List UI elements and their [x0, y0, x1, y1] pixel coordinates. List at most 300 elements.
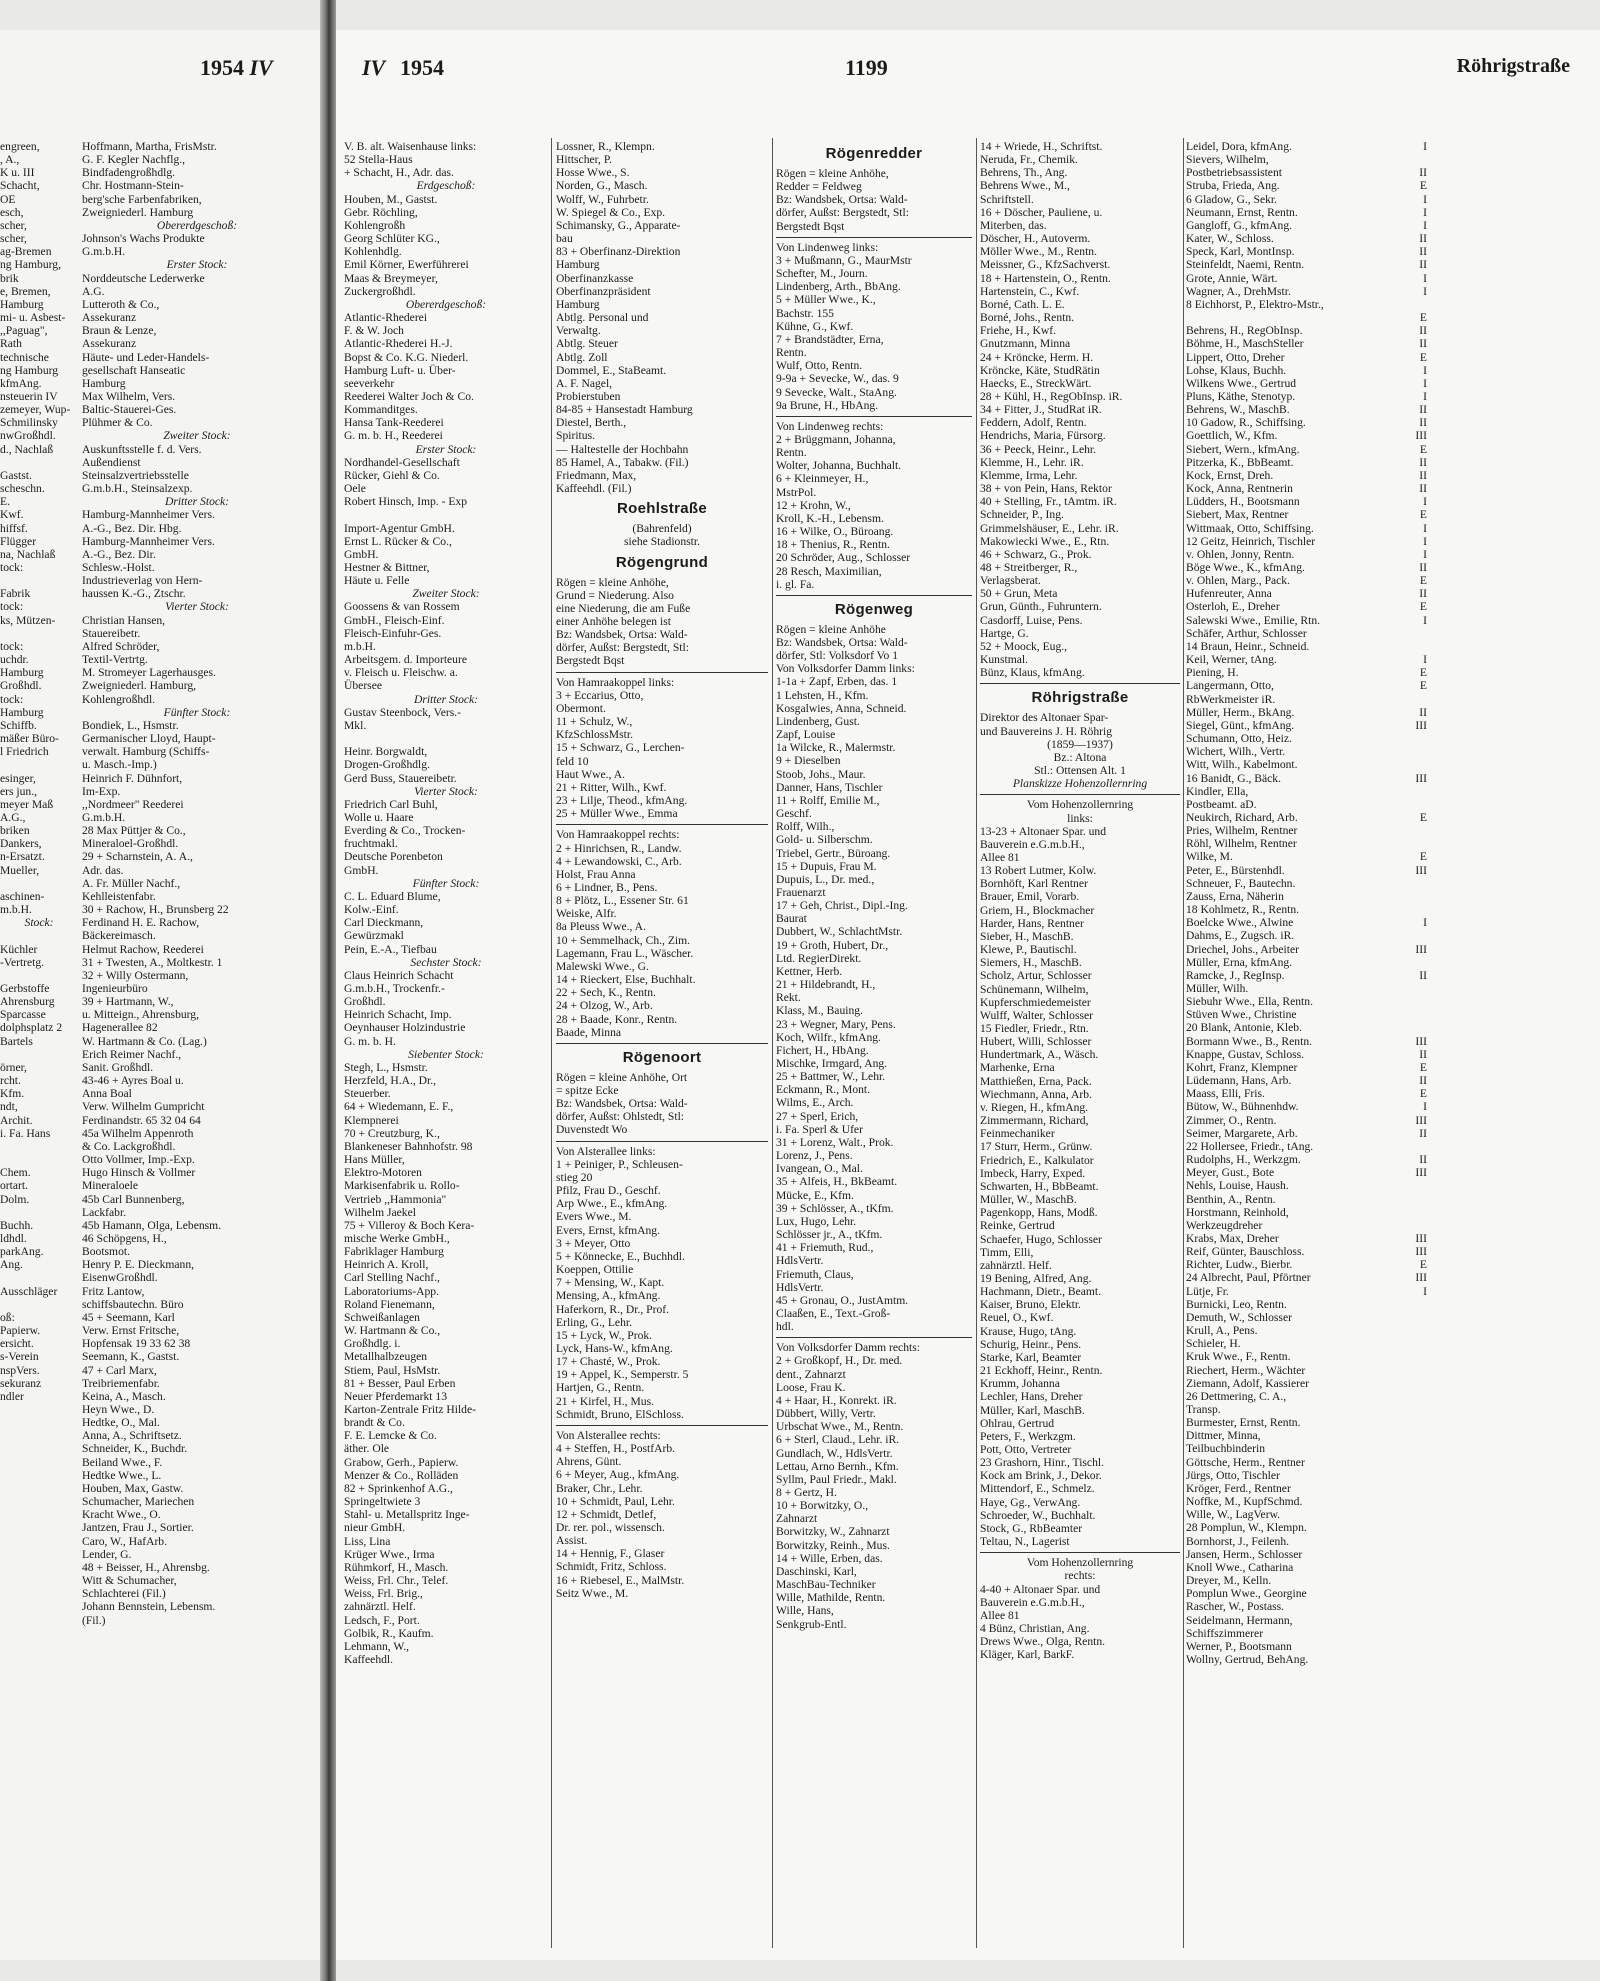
directory-entry: Schacht, [0, 179, 40, 193]
directory-entry: Knappe, Gustav, Schloss. [1186, 1047, 1305, 1061]
directory-entry: Wagner, A., DrehMstr. [1186, 284, 1291, 298]
floor-heading: Obererdgeschoß: [405, 297, 487, 311]
directory-entry: Archit. [0, 1113, 33, 1127]
directory-entry: 18 Kohlmetz, R., Rentn. [1186, 903, 1300, 917]
directory-entry: Bergstedt Bqst [556, 654, 625, 668]
directory-entry: Lüdemann, Hans, Arb. [1186, 1074, 1292, 1088]
directory-entry: Schwarten, H., BbBeamt. [980, 1179, 1099, 1193]
directory-entry: Lossner, R., Klempn. [556, 140, 655, 153]
directory-entry: l Friedrich [0, 745, 49, 759]
directory-entry: 14 + Wille, Erben, das. [776, 1551, 883, 1565]
directory-entry: Houben, M., Gastst. [344, 192, 438, 206]
directory-entry: E [1419, 679, 1427, 693]
directory-entry: Müller, W., MaschB. [980, 1193, 1077, 1207]
directory-entry: III [1415, 1271, 1427, 1285]
directory-entry: Bindfadengroßhdlg. [82, 166, 176, 180]
directory-entry: nsteuerin IV [0, 389, 58, 403]
directory-entry: tock: [0, 600, 24, 614]
street-note: Vom Hohenzollernring [1026, 798, 1134, 812]
directory-entry: Kläger, Karl, BarkF. [980, 1648, 1075, 1662]
directory-entry: Max Wilhelm, Vers. [82, 389, 176, 403]
page-number: 1199 [845, 55, 888, 80]
directory-entry: 21 Eckhoff, Heinr., Rentn. [980, 1364, 1103, 1378]
directory-entry: Kater, W., Schloss. [1186, 232, 1274, 246]
directory-entry: 4 + Lewandowski, C., Arb. [556, 854, 682, 868]
directory-entry [0, 1298, 78, 1311]
directory-entry: Heinrich A. Kroll, [344, 1258, 429, 1272]
directory-entry: W. Hartmann & Co., [344, 1324, 441, 1338]
directory-entry: Bondiek, L., Hsmstr. [82, 718, 179, 732]
floor-marker-column [1397, 140, 1427, 1298]
street-header: Röhrigstraße [1456, 55, 1570, 77]
directory-entry: rcht. [0, 1074, 21, 1088]
directory-entry: Siebert, Max, Rentner [1186, 508, 1289, 522]
directory-entry: esch, [0, 205, 24, 219]
directory-entry: 16 + Riebesel, E., MalMstr. [556, 1573, 685, 1587]
directory-entry: 48 + Beisser, H., Ahrensbg. [82, 1560, 210, 1574]
directory-column-2 [556, 140, 768, 1600]
directory-entry: II [1419, 166, 1427, 180]
directory-entry: Schneider, P., Ing. [980, 508, 1064, 522]
directory-entry: Postbeamt. aD. [1186, 797, 1257, 811]
directory-entry: 23 + Lilje, Theod., kfmAng. [556, 794, 688, 808]
directory-entry: Hedtke, O., Mal. [82, 1416, 160, 1430]
directory-entry: 82 + Sprinkenhof A.G., [344, 1481, 453, 1495]
directory-entry: Schmilinsky [0, 416, 58, 430]
directory-entry: Lutteroth & Co., [82, 297, 160, 311]
directory-entry: 3 + Meyer, Otto [556, 1236, 631, 1250]
directory-entry: Triebel, Gertr., Büroang. [776, 846, 891, 860]
directory-entry: I [1423, 376, 1427, 390]
directory-entry: Fabriklager Hamburg [344, 1245, 444, 1259]
directory-entry: zahnärztl. Helf. [344, 1600, 416, 1614]
directory-entry: scher, [0, 218, 27, 232]
directory-entry: Hendrichs, Maria, Fürsorg. [980, 429, 1106, 443]
directory-entry: Kracht Wwe., O. [82, 1508, 161, 1522]
directory-entry: 10 Gadow, R., Schiffsing. [1186, 416, 1306, 430]
directory-entry: I [1423, 363, 1427, 377]
directory-entry: 11 + Rolff, Emilie M., [776, 793, 880, 807]
directory-entry [1397, 758, 1427, 771]
street-note: Bz.: Altona [1053, 750, 1107, 764]
directory-entry: ldhdl. [0, 1231, 27, 1245]
directory-entry: EisenwGroßhdl. [82, 1271, 158, 1285]
directory-entry: Rögen = kleine Anhöhe, Ort [556, 1070, 688, 1084]
directory-entry: Pitzerka, K., BbBeamt. [1186, 455, 1294, 469]
directory-entry: 83 + Oberfinanz-Direktion [556, 245, 681, 259]
directory-entry: Gebr. Röchling, [344, 205, 418, 219]
directory-entry: Mkl. [344, 718, 367, 732]
directory-entry: Osterloh, E., Dreher [1186, 600, 1280, 614]
directory-entry: 22 Hollersee, Friedr., tAng. [1186, 1139, 1314, 1153]
directory-entry: Bachstr. 155 [776, 306, 834, 320]
directory-entry: Malewski Wwe., G. [556, 959, 649, 973]
directory-entry: I [1423, 1100, 1427, 1114]
floor-heading: Erdgeschoß: [416, 179, 476, 193]
directory-entry: hdl. [776, 1320, 794, 1334]
directory-entry: Gerd Buss, Stauereibetr. [344, 771, 457, 785]
directory-entry: 32 + Willy Ostermann, [82, 968, 189, 982]
directory-entry: briken [0, 824, 30, 838]
directory-entry: Henry P. E. Dieckmann, [82, 1258, 195, 1272]
directory-entry: Treibriemenfabr. [82, 1376, 160, 1390]
directory-entry: Kroll, K.-H., Lebensm. [776, 511, 884, 525]
directory-entry: Schumann, Otto, Heiz. [1186, 732, 1292, 746]
directory-entry: Wille, Mathilde, Rentn. [776, 1591, 886, 1605]
directory-entry [1397, 837, 1427, 850]
directory-entry: Lender, G. [82, 1547, 132, 1561]
directory-entry: Wolff, W., Fuhrbetr. [556, 192, 649, 206]
left-page-column-2 [82, 140, 312, 1627]
directory-entry: 21 + Hildebrandt, H., [776, 978, 876, 992]
directory-entry: 39 + Schlösser, A., tKfm. [776, 1201, 894, 1215]
floor-heading: Vierter Stock: [165, 600, 229, 614]
street-note: Vom Hohenzollernring [1026, 1556, 1134, 1570]
directory-entry: nieur GmbH. [344, 1521, 406, 1535]
directory-entry [0, 1153, 78, 1166]
directory-entry: Menzer & Co., Rolläden [344, 1468, 459, 1482]
directory-entry: Senkgrub-Entl. [776, 1617, 847, 1631]
directory-entry: Hoffmann, Martha, FrisMstr. [82, 140, 217, 153]
directory-entry: 1 Lehsten, H., Kfm. [776, 688, 869, 702]
directory-entry: 43-46 + Ayres Boal u. [82, 1074, 184, 1088]
directory-entry: 10 + Borwitzky, O., [776, 1499, 869, 1513]
directory-entry: Von Volksdorfer Damm rechts: [776, 1341, 920, 1355]
directory-entry: E [1419, 508, 1427, 522]
directory-entry: Friemuth, Claus, [776, 1267, 854, 1281]
directory-entry: Alfred Schröder, [82, 639, 160, 653]
directory-entry: 41 + Friemuth, Rud., [776, 1241, 874, 1255]
directory-entry: Hamburg [556, 297, 600, 311]
directory-entry: Schäfer, Arthur, Schlosser [1186, 626, 1307, 640]
directory-entry: Reuel, O., Kwf. [980, 1311, 1054, 1325]
directory-entry: III [1415, 1113, 1427, 1127]
directory-entry: Daschinski, Karl, [776, 1564, 857, 1578]
section-rule [776, 237, 972, 238]
directory-entry: Von Hamraakoppel rechts: [556, 828, 680, 842]
directory-entry: 20 Blank, Antonie, Kleb. [1186, 1021, 1302, 1035]
directory-entry: III [1415, 429, 1427, 443]
directory-entry: aschinen- [0, 889, 45, 903]
column-divider [976, 138, 977, 1948]
directory-entry: m.b.H. [0, 903, 32, 917]
directory-entry: Knoll Wwe., Catharina [1186, 1560, 1294, 1574]
directory-entry: Schefter, M., Journ. [776, 267, 868, 281]
street-heading: Röhrigstraße [1031, 689, 1129, 707]
directory-entry [0, 929, 78, 942]
section-rule [776, 416, 972, 417]
directory-entry: G.m.b.H., Steinsalzexp. [82, 482, 193, 496]
directory-entry: Arbeitsgem. d. Importeure [344, 653, 467, 667]
directory-entry: I [1423, 271, 1427, 285]
directory-entry: Hittscher, P. [556, 153, 612, 167]
directory-entry: III [1415, 1231, 1427, 1245]
directory-entry: Schweißanlagen [344, 1310, 420, 1324]
directory-entry: E [1419, 574, 1427, 588]
directory-entry: — Haltestelle der Hochbahn [556, 442, 689, 456]
floor-heading: Obererdgeschoß: [156, 218, 238, 232]
directory-entry: Sieber, H., MaschB. [980, 929, 1074, 943]
directory-entry: Jürgs, Otto, Tischler [1186, 1468, 1280, 1482]
directory-entry: berg'sche Farbenfabriken, [82, 192, 202, 206]
directory-entry: Schünemann, Wilhelm, [980, 982, 1089, 996]
directory-entry: Seemann, K., Gastst. [82, 1350, 180, 1364]
directory-entry: Bergstedt Bqst [776, 219, 845, 233]
directory-entry: tock: [0, 639, 24, 653]
directory-entry: II [1419, 1153, 1427, 1167]
directory-entry: Wichert, Wilh., Vertr. [1186, 745, 1286, 759]
directory-entry: 4 + Steffen, H., PostfArb. [556, 1442, 676, 1456]
directory-entry: Schlesw.-Holst. [82, 561, 155, 574]
directory-entry: Rentn. [776, 346, 807, 360]
directory-entry: 6 + Kleinmeyer, H., [776, 472, 869, 486]
directory-entry: III [1415, 1034, 1427, 1048]
directory-entry: Abtlg. Steuer [556, 337, 618, 351]
directory-entry: 24 Albrecht, Paul, Pförtner [1186, 1271, 1311, 1285]
directory-entry: Industrieverlag von Hern- [82, 574, 203, 588]
directory-entry: Timm, Elli, [980, 1245, 1034, 1259]
directory-entry: Maas & Breymeyer, [344, 271, 438, 285]
directory-entry: 12 + Krohn, W., [776, 498, 851, 512]
directory-entry: Reederei Walter Joch & Co. [344, 389, 474, 403]
directory-entry: ortart. [0, 1179, 29, 1193]
directory-entry: -Vertretg. [0, 955, 45, 969]
directory-entry: 14 + Rieckert, Else, Buchhalt. [556, 973, 696, 987]
directory-entry: Urbschat Wwe., M., Rentn. [776, 1420, 904, 1434]
directory-entry: Ang. [0, 1258, 23, 1272]
directory-entry: 28 + Baade, Konr., Rentn. [556, 1012, 678, 1026]
directory-entry: Seitz Wwe., M. [556, 1586, 629, 1600]
directory-entry: Weiss, Frl. Brig., [344, 1587, 423, 1601]
directory-entry: Witt, Wilh., Kabelmont. [1186, 758, 1298, 772]
directory-entry: Springeltwiete 3 [344, 1495, 421, 1509]
directory-entry: Buchh. [0, 1218, 34, 1232]
directory-entry: scheschn. [0, 482, 45, 496]
directory-entry: Dreyer, M., Kelln. [1186, 1574, 1272, 1588]
directory-entry: Zuckergroßhdl. [344, 284, 416, 298]
directory-entry: 5 + Müller Wwe., K., [776, 293, 876, 307]
directory-entry: Wiechmann, Anna, Arb. [980, 1087, 1092, 1101]
directory-entry: d., Nachlaß [0, 442, 54, 456]
directory-entry: Oberfinanzpräsident [556, 284, 651, 298]
directory-entry: II [1419, 1126, 1427, 1140]
directory-entry: ag-Bremen [0, 245, 52, 259]
directory-entry: Rentn. [776, 446, 807, 460]
directory-entry: Böhme, H., MaschSteller [1186, 337, 1304, 351]
directory-entry: Wollny, Gertrud, BehAng. [1186, 1652, 1309, 1666]
directory-entry: v. Fleisch u. Fleischw. a. [344, 666, 458, 680]
directory-entry: Stock, G., RbBeamter [980, 1521, 1083, 1535]
directory-entry: i. gl. Fa. [776, 577, 815, 591]
directory-entry: 1-1a + Zapf, Erben, das. 1 [776, 675, 898, 689]
directory-entry: Leidel, Dora, kfmAng. [1186, 140, 1292, 153]
directory-entry: Chr. Hostmann-Stein- [82, 179, 184, 193]
directory-entry: Bootsmot. [82, 1245, 130, 1259]
directory-entry [1397, 1179, 1427, 1192]
directory-entry: F. E. Lemcke & Co. [344, 1429, 437, 1443]
directory-entry: G.m.b.H., Trockenfr.- [344, 982, 445, 995]
directory-entry: äther. Ole [344, 1442, 390, 1456]
directory-entry: A. Fr. Müller Nachf., [82, 876, 181, 890]
directory-entry: Schiffb. [0, 718, 37, 732]
directory-entry: Frauenarzt [776, 885, 826, 899]
directory-entry: Jansen, Herm., Schlosser [1186, 1547, 1303, 1561]
directory-entry: Rudolphs, H., Werkzgm. [1186, 1153, 1301, 1167]
directory-entry: 4 Bünz, Christian, Ang. [980, 1622, 1090, 1636]
directory-entry: u. Mitteign., Ahrensburg, [82, 1008, 200, 1022]
directory-entry: I [1423, 613, 1427, 627]
directory-entry: Golbik, R., Kaufm. [344, 1626, 434, 1640]
directory-entry: Stauereibetr. [82, 626, 141, 640]
directory-entry: Verw. Ernst Fritsche, [82, 1324, 180, 1338]
directory-entry: Rath [0, 337, 22, 351]
directory-entry: Kettner, Herb. [776, 964, 843, 978]
directory-entry: 13-23 + Altonaer Spar. und [980, 824, 1107, 838]
directory-entry: Ltd. RegierDirekt. [776, 951, 862, 965]
directory-entry: Hamburg-Mannheimer Vers. [82, 534, 215, 548]
directory-entry: & Co. Lackgroßhdl. [82, 1139, 176, 1153]
directory-entry: Schroeder, W., Buchhalt. [980, 1508, 1096, 1522]
floor-heading: Sechster Stock: [410, 955, 482, 969]
directory-entry: 6 Gladow, G., Sekr. [1186, 192, 1278, 206]
directory-entry: 16 + Döscher, Pauliene, u. [980, 205, 1103, 219]
directory-entry: Dolm. [0, 1192, 30, 1206]
directory-entry: und Bauvereins J. H. Röhrig [980, 724, 1113, 738]
directory-entry: 6 + Sterl, Claud., Lehr. iR. [776, 1433, 900, 1447]
directory-entry: Siemers, H., MaschB. [980, 956, 1082, 970]
directory-entry [1397, 745, 1427, 758]
directory-entry: Baade, Minna [556, 1025, 622, 1039]
directory-entry: i. Fa. Hans [0, 1126, 51, 1140]
directory-entry: tock: [0, 692, 24, 706]
directory-entry: Gastst. [0, 468, 32, 482]
section-rule [980, 1552, 1180, 1553]
directory-entry: 26 Dettmering, C. A., [1186, 1389, 1287, 1403]
column-divider [551, 138, 552, 1948]
directory-entry: Nordhandel-Gesellschaft [344, 455, 460, 469]
directory-entry: A.G., [0, 810, 26, 824]
directory-entry [1397, 153, 1427, 166]
directory-entry: Carl Dieckmann, [344, 916, 424, 930]
directory-entry: Krause, Hugo, tAng. [980, 1324, 1077, 1338]
directory-entry: Transp. [1186, 1403, 1221, 1416]
directory-entry: Textil-Vertrtg. [82, 653, 148, 667]
directory-entry: I [1423, 495, 1427, 509]
directory-entry: Schaefer, Hugo, Schlosser [980, 1232, 1102, 1246]
directory-entry: G. m. b. H. [344, 1034, 396, 1048]
directory-entry: Norden, G., Masch. [556, 179, 648, 193]
directory-entry: Salewski Wwe., Emilie, Rtn. [1186, 613, 1321, 627]
directory-entry: Ahrens, Günt. [556, 1455, 622, 1469]
directory-entry: Bz: Wandsbek, Ortsa: Wald- [776, 193, 908, 207]
directory-entry: Riechert, Herm., Wächter [1186, 1363, 1306, 1377]
directory-entry: Kohlenhdlg. [344, 245, 402, 259]
directory-entry: Kock, Ernst, Dreh. [1186, 468, 1274, 482]
directory-entry: Klemme, Irma, Lehr. [980, 468, 1078, 482]
directory-entry: Heinrich F. Dühnfort, [82, 771, 183, 785]
directory-entry: 52 + Moock, Eug., [980, 639, 1068, 653]
directory-entry: Syllm, Paul Friedr., Makl. [776, 1472, 897, 1486]
directory-entry: Hosse Wwe., S. [556, 166, 630, 180]
directory-entry: II [1419, 245, 1427, 259]
directory-entry: 15 + Lyck, W., Prok. [556, 1328, 653, 1342]
directory-entry: 30 + Rachow, H., Brunsberg 22 [82, 903, 229, 917]
directory-entry: 28 Max Püttjer & Co., [82, 824, 186, 838]
directory-entry: 9-9a + Sevecke, W., das. 9 [776, 372, 899, 386]
directory-entry: Langermann, Otto, [1186, 679, 1274, 693]
directory-entry: 24 + Kröncke, Herm. H. [980, 350, 1094, 364]
directory-entry: Schlachterei (Fil.) [82, 1587, 166, 1601]
directory-entry: Haferkorn, R., Dr., Prof. [556, 1302, 670, 1316]
directory-entry: Bopst & Co. K.G. Niederl. [344, 350, 469, 364]
directory-entry: Wilkens Wwe., Gertrud [1186, 376, 1297, 390]
directory-entry: 10 + Schmidt, Paul, Lehr. [556, 1494, 675, 1508]
directory-entry: dörfer, Außst: Bergstedt, Stl: [556, 641, 689, 655]
directory-entry: Drogen-Großhdlg. [344, 758, 430, 772]
directory-entry: Scholz, Artur, Schlosser [980, 969, 1092, 983]
directory-entry: Herzfeld, H.A., Dr., [344, 1074, 437, 1088]
directory-entry: ng Hamburg, [0, 258, 61, 272]
directory-entry: Witt & Schumacher, [82, 1574, 177, 1588]
directory-entry: 2 + Großkopf, H., Dr. med. [776, 1354, 903, 1368]
directory-entry: Verwaltg. [556, 324, 601, 338]
directory-entry: Abtlg. Zoll [556, 350, 608, 364]
directory-entry: Steuerber. [344, 1087, 391, 1101]
street-note: Stl.: Ottensen Alt. 1 [1034, 764, 1126, 778]
directory-entry: verwalt. Hamburg (Schiffs- [82, 745, 210, 759]
directory-entry: Heyn Wwe., D. [82, 1403, 155, 1416]
directory-entry: Wulff, Walter, Schlosser [980, 1008, 1093, 1022]
directory-entry: Rascher, W., Postass. [1186, 1600, 1285, 1614]
directory-entry: Krabs, Max, Dreher [1186, 1231, 1279, 1245]
directory-entry: 1a Wilcke, R., Malermstr. [776, 741, 896, 755]
directory-entry: Küchler [0, 942, 38, 956]
directory-entry: Griem, H., Blockmacher [980, 903, 1095, 917]
directory-entry: e, Bremen, [0, 284, 51, 298]
directory-entry: Liss, Lina [344, 1534, 391, 1548]
directory-entry: Oberfinanzkasse [556, 271, 634, 285]
directory-entry: Friedmann, Max, [556, 468, 637, 482]
directory-entry: Hartenstein, C., Kwf. [980, 284, 1080, 298]
directory-entry: Driechel, Johs., Arbeiter [1186, 942, 1300, 956]
floor-heading: Vierter Stock: [414, 784, 478, 798]
directory-entry: Hufenreuter, Anna [1186, 587, 1272, 601]
directory-entry: Müller, Herm., BkAng. [1186, 705, 1295, 719]
directory-entry: Schieler, H. [1186, 1337, 1241, 1351]
directory-entry: Zimmermann, Richard, [980, 1114, 1089, 1128]
directory-entry: Pries, Wilhelm, Rentner [1186, 824, 1298, 838]
directory-entry: + Schacht, H., Adr. das. [344, 166, 454, 180]
directory-entry: Siebuhr Wwe., Ella, Rentn. [1186, 995, 1313, 1009]
directory-entry: 6 + Lindner, B., Pens. [556, 880, 658, 894]
street-note: links: [1067, 811, 1093, 825]
directory-entry: I [1423, 916, 1427, 930]
directory-entry [1397, 693, 1427, 706]
directory-entry: Haye, Gg., VerwAng. [980, 1495, 1081, 1509]
directory-entry: Allee 81 [980, 850, 1020, 864]
directory-entry: Feddern, Adolf, Rentn. [980, 416, 1087, 430]
directory-entry: zemeyer, Wup- [0, 403, 71, 417]
directory-entry: Neumann, Ernst, Rentn. [1186, 205, 1298, 219]
book-gutter [320, 0, 336, 1981]
directory-entry: Geschf. [776, 807, 812, 821]
directory-entry: Sparcasse [0, 1008, 46, 1022]
directory-entry: ,,Nordmeer" Reederei [82, 797, 184, 811]
directory-entry: Abtlg. Personal und [556, 311, 649, 325]
directory-entry: 23 + Wegner, Mary, Pens. [776, 1017, 896, 1031]
directory-entry: G.m.b.H. [82, 245, 126, 259]
directory-entry [1186, 311, 1390, 324]
